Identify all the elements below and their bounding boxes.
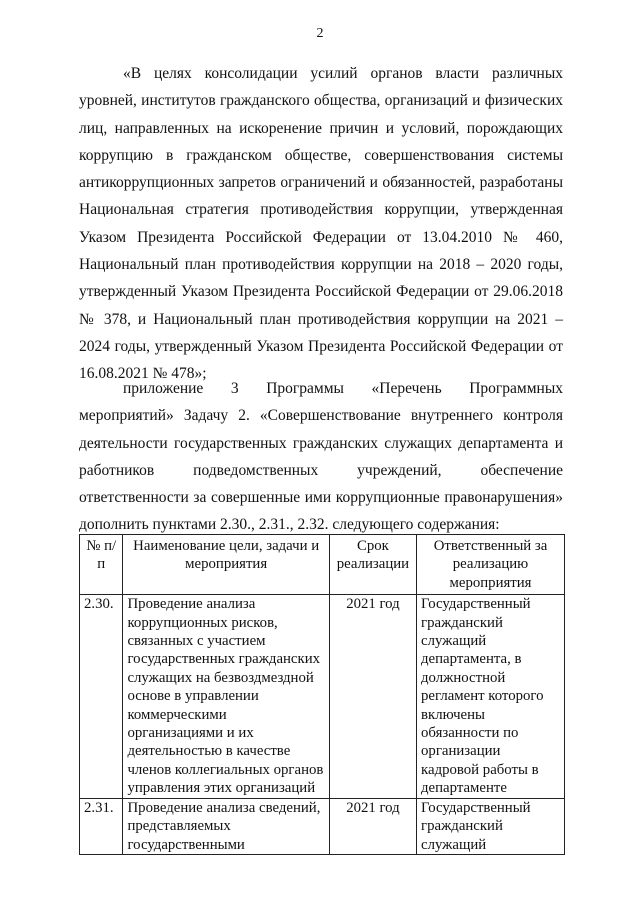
header-term: Срок реализации [329,535,416,595]
paragraph-appendix: приложение 3 Программы «Перечень Программных мероприятий» Задачу 2. «Совершенствование внутреннего контроля деятельности государственных гражданских служащих департамента и работников подведомственных учреждений, обеспечение ответственности за совершенные ими коррупционные правонарушения» дополнить пунктами 2.30., 2.31., 2.32. следующего содержания: [79,380,563,534]
row-name: Проведение анализа коррупционных рисков, связанных с участием государственных гражданских служащих на безвоздмездной основе в управлении коммерческими организациями и их деятельностью в качестве членов коллегиальных органов управления этих организаций [123,595,329,798]
row-num: 2.31. [80,798,123,854]
header-responsible: Ответственный за реализацию мероприятия [417,535,565,595]
table-row [80,798,565,854]
paragraph-consolidation: «В целях консолидации усилий органов власти различных уровней, институтов гражданского общества, организаций и физических лиц, направленных на искоренение причин и условий, порождающих коррупцию в гражданском обществе, совершенствования системы антикоррупционных запретов ограничений и обязанностей, разработаны Национальная стратегия противодействия коррупции, утвержденная Указом Президента Российской Федерации от 13.04.2010 № 460, Национальный план противодействия коррупции на 2018 – 2020 годы, утвержденный Указом Президента Российской Федерации от 29.06.2018 № 378, и Национальный план противодействия коррупции на 2021 – 2024 годы, утвержденный Указом Президента Российской Федерации от 16.08.2021 № 478»; [79,65,563,383]
row-num: 2.30. [80,595,123,798]
row-responsible: Государственный гражданский служащий департамента, в должностной регламент которого включены обязанности по организации кадровой работы в департаменте [417,595,565,798]
row-responsible: Государственный гражданский служащий [417,798,565,854]
row-name: Проведение анализа сведений, представляемых государственными [123,798,329,854]
table-row [80,595,565,798]
page-number: 2 [316,26,324,41]
table-header-row [80,535,565,595]
measures-table [79,534,565,855]
header-name: Наименование цели, задачи и мероприятия [123,535,329,595]
header-num: № п/п [80,535,123,595]
row-term: 2021 год [329,595,416,798]
row-term: 2021 год [329,798,416,854]
